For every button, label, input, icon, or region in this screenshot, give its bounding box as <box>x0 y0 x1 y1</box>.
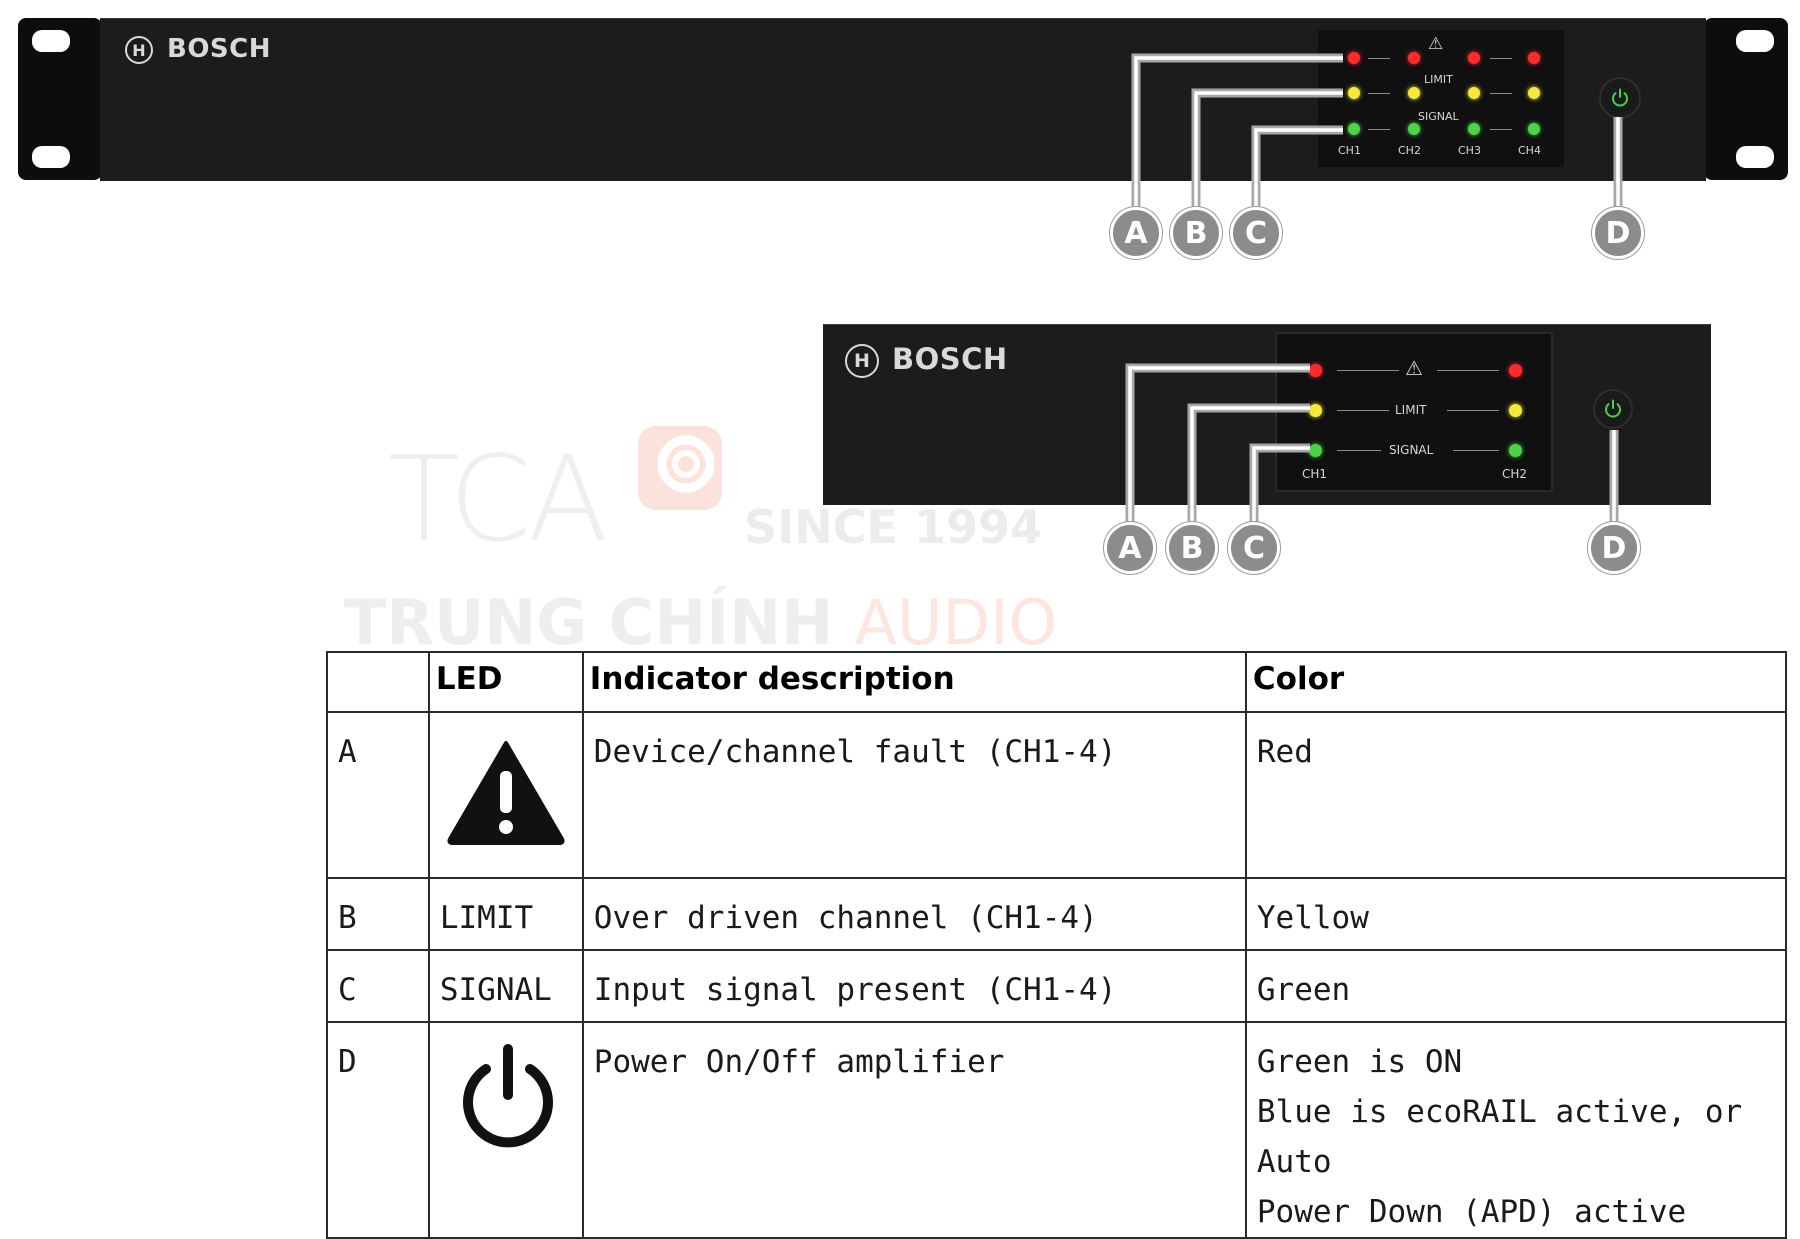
brand-label: BOSCH <box>167 34 271 64</box>
row-color-line: Power Down (APD) active <box>1256 1194 1687 1230</box>
limit-label: LIMIT <box>1424 73 1453 86</box>
channel-label-ch1: CH1 <box>1338 144 1361 157</box>
row-led: SIGNAL <box>429 950 583 1022</box>
header-id <box>327 652 429 712</box>
channel-label-ch1: CH1 <box>1302 467 1328 481</box>
watermark-logo-icon <box>636 424 726 514</box>
row-description: Input signal present (CH1-4) <box>583 950 1246 1022</box>
row-color <box>1246 878 1786 950</box>
channel-label-ch3: CH3 <box>1458 144 1481 157</box>
row-led: LIMIT <box>429 878 583 950</box>
callout-b: B <box>1166 522 1218 574</box>
row-color-line: Yellow <box>1256 900 1369 936</box>
channel-label-ch2: CH2 <box>1502 467 1528 481</box>
table-row <box>327 878 1786 950</box>
callout-b: B <box>1170 207 1222 259</box>
row-color-line: Red <box>1256 734 1313 770</box>
led-indicator-table <box>326 651 1787 1239</box>
limit-label: LIMIT <box>1395 403 1427 417</box>
callout-c: C <box>1228 522 1280 574</box>
bosch-logo-icon: H <box>845 344 879 378</box>
row-color <box>1246 1022 1786 1238</box>
table-row <box>327 712 1786 878</box>
row-id: B <box>327 878 429 950</box>
row-color <box>1246 950 1786 1022</box>
header-description: Indicator description <box>583 652 1246 712</box>
watermark-logo-text: TCA <box>388 430 605 568</box>
watermark-name-part2: AUDIO <box>854 586 1058 659</box>
bosch-logo-icon: H <box>125 36 153 64</box>
row-description: Device/channel fault (CH1-4) <box>583 712 1246 878</box>
brand-label-2ch: BOSCH <box>892 342 1008 376</box>
row-color-line: Green <box>1256 972 1351 1008</box>
table-row <box>327 1022 1786 1238</box>
row-id: A <box>327 712 429 878</box>
channel-label-ch4: CH4 <box>1518 144 1541 157</box>
fault-symbol: ⚠ <box>1405 356 1423 380</box>
callout-d: D <box>1588 522 1640 574</box>
row-id: C <box>327 950 429 1022</box>
watermark-name <box>344 586 1057 659</box>
signal-label: SIGNAL <box>1418 110 1459 123</box>
row-led-icon-cell <box>429 712 583 878</box>
warning-triangle-icon <box>446 739 566 845</box>
row-description: Over driven channel (CH1-4) <box>583 878 1246 950</box>
callout-d: D <box>1592 207 1644 259</box>
power-icon <box>456 1043 560 1153</box>
row-description: Power On/Off amplifier <box>583 1022 1246 1238</box>
row-color <box>1246 712 1786 878</box>
table-header-row <box>327 652 1786 712</box>
callout-a: A <box>1104 522 1156 574</box>
leader-lines-4ch <box>0 0 1800 270</box>
watermark-since: SINCE 1994 <box>744 500 1042 554</box>
fault-symbol: ⚠ <box>1428 34 1444 54</box>
header-led: LED <box>429 652 583 712</box>
row-color-line: Green is ON <box>1256 1044 1463 1080</box>
row-color-line: Blue is ecoRAIL active, or Auto <box>1256 1094 1743 1180</box>
channel-label-ch2: CH2 <box>1398 144 1421 157</box>
watermark-name-part1: TRUNG CHÍNH <box>344 586 833 659</box>
signal-label: SIGNAL <box>1389 443 1434 457</box>
callout-a: A <box>1110 207 1162 259</box>
row-led-icon-cell <box>429 1022 583 1238</box>
callout-c: C <box>1230 207 1282 259</box>
header-color: Color <box>1246 652 1786 712</box>
row-id: D <box>327 1022 429 1238</box>
table-row <box>327 950 1786 1022</box>
